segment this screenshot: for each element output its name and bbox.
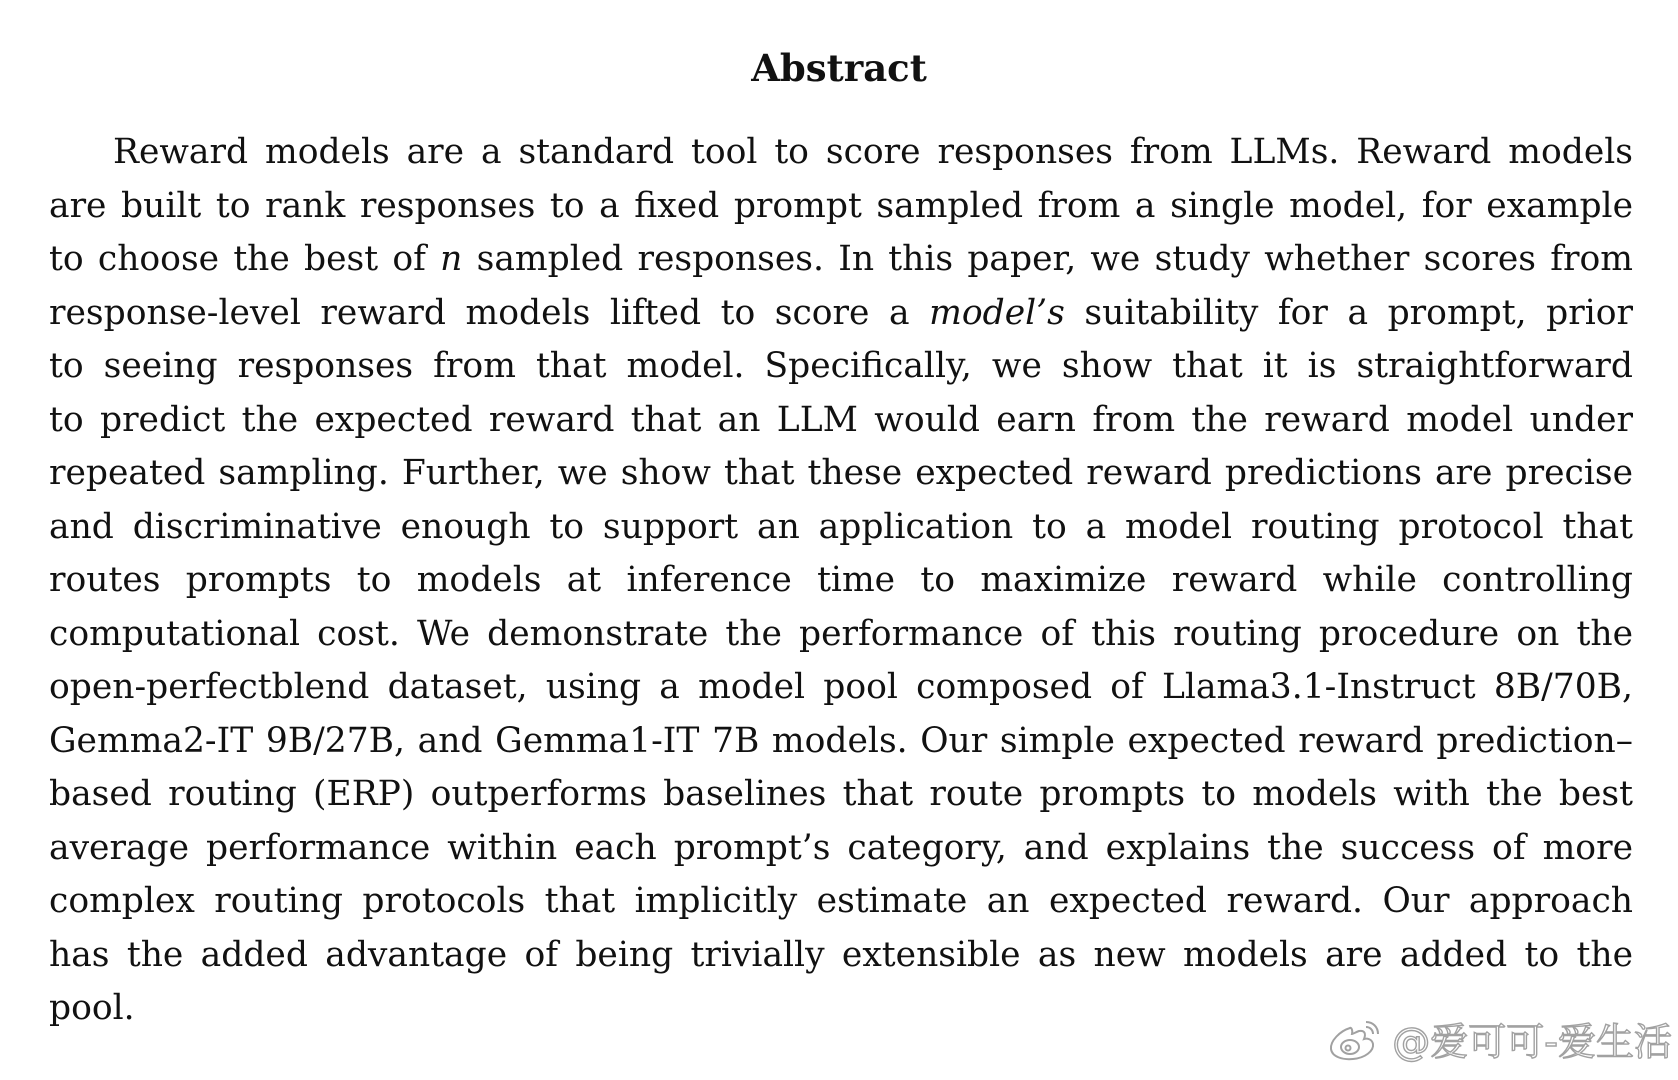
abstract-line: has the added advantage of being trivially extensible as new models are added to the [49, 934, 1633, 975]
abstract-line: routes prompts to models at inference time to maximize reward while controlling [49, 560, 1633, 600]
variable-n: n [440, 239, 463, 279]
abstract-line: computational cost. We demonstrate the performance of this routing procedure on the [49, 613, 1633, 654]
abstract-line: and discriminative enough to support an application to a model routing protocol that [49, 506, 1633, 547]
abstract-line: pool. [49, 988, 135, 1028]
abstract-line: complex routing protocols that implicitly estimate an expected reward. Our approach [49, 881, 1633, 921]
abstract-line: repeated sampling. Further, we show that these expected reward predictions are precise [49, 453, 1633, 493]
abstract-heading: Abstract [751, 46, 927, 90]
watermark-text: @爱可可-爱生活 [1392, 1020, 1672, 1064]
abstract-line: are built to rank responses to a fixed prompt sampled from a single model, for example [49, 185, 1633, 226]
abstract-line: based routing (ERP) outperforms baselines that route prompts to models with the best [49, 774, 1633, 814]
abstract-line: Reward models are a standard tool to score responses from LLMs. Reward models [113, 132, 1633, 172]
abstract-line: Gemma2-IT 9B/27B, and Gemma1-IT 7B models. Our simple expected reward prediction– [49, 720, 1633, 761]
emphasis-models: model’s [929, 292, 1065, 333]
abstract-line: average performance within each prompt’s category, and explains the success of more [49, 827, 1633, 868]
abstract-line: to seeing responses from that model. Specifically, we show that it is straightforward [49, 346, 1633, 386]
watermark [1326, 1011, 1672, 1066]
abstract-line: to predict the expected reward that an LLM would earn from the reward model under [49, 399, 1633, 440]
abstract-line: open-perfectblend dataset, using a model pool composed of Llama3.1-Instruct 8B/70B, [49, 667, 1633, 707]
weibo-icon [1326, 1016, 1384, 1062]
abstract-line: to choose the best of n sampled responses. In this paper, we study whether scores from [49, 239, 1633, 279]
abstract-line: response-level reward models lifted to score a model’s suitability for a prompt, prior [49, 292, 1633, 333]
abstract-body [49, 126, 1633, 1036]
